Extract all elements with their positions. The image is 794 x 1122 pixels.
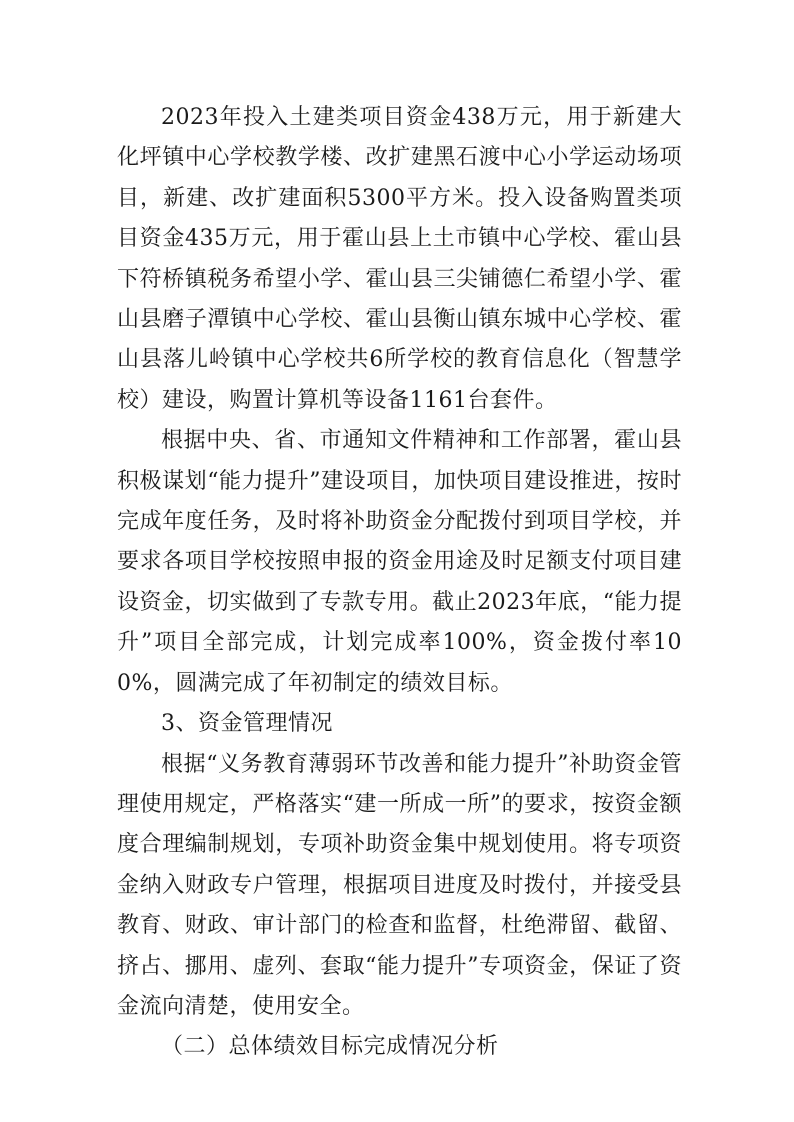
section-heading-overall-performance: （二）总体绩效目标完成情况分析 bbox=[161, 1034, 499, 1060]
section-heading-fund-management: 3、资金管理情况 bbox=[161, 711, 333, 737]
document-body bbox=[117, 98, 682, 1068]
paragraph-implementation: 根据中央、省、市通知文件精神和工作部署，霍山县积极谋划“能力提升”建设项目，加快项目建设推进，按时完成年度任务，及时将补助资金分配拨付到项目学校，并要求各项目学校按照申报的资金用途及时足额支付项目建设资金，切实做到了专款专用。截止2023年底，“能力提升”项目全部完成，计划完成率100%，资金拨付率100%，圆满完成了年初制定的绩效目标。 bbox=[117, 428, 682, 696]
paragraph-fund-management: 根据“义务教育薄弱环节改善和能力提升”补助资金管理使用规定，严格落实“建一所成一所”的要求，按资金额度合理编制规划，专项补助资金集中规划使用。将专项资金纳入财政专户管理，根据项目进度及时拨付，并接受县教育、财政、审计部门的检查和监督，杜绝滞留、截留、挤占、挪用、虚列、套取“能力提升”专项资金，保证了资金流向清楚，使用安全。 bbox=[117, 751, 682, 1019]
paragraph-project-funds: 2023年投入土建类项目资金438万元，用于新建大化坪镇中心学校教学楼、改扩建黑石渡中心小学运动场项目，新建、改扩建面积5300平方米。投入设备购置类项目资金435万元，用于霍山县上土市镇中心学校、霍山县下符桥镇税务希望小学、霍山县三尖铺德仁希望小学、霍山县磨子潭镇中心学校、霍山县衡山镇东城中心学校、霍山县落儿岭镇中心学校共6所学校的教育信息化（智慧学校）建设，购置计算机等设备1161台套件。 bbox=[117, 105, 682, 413]
